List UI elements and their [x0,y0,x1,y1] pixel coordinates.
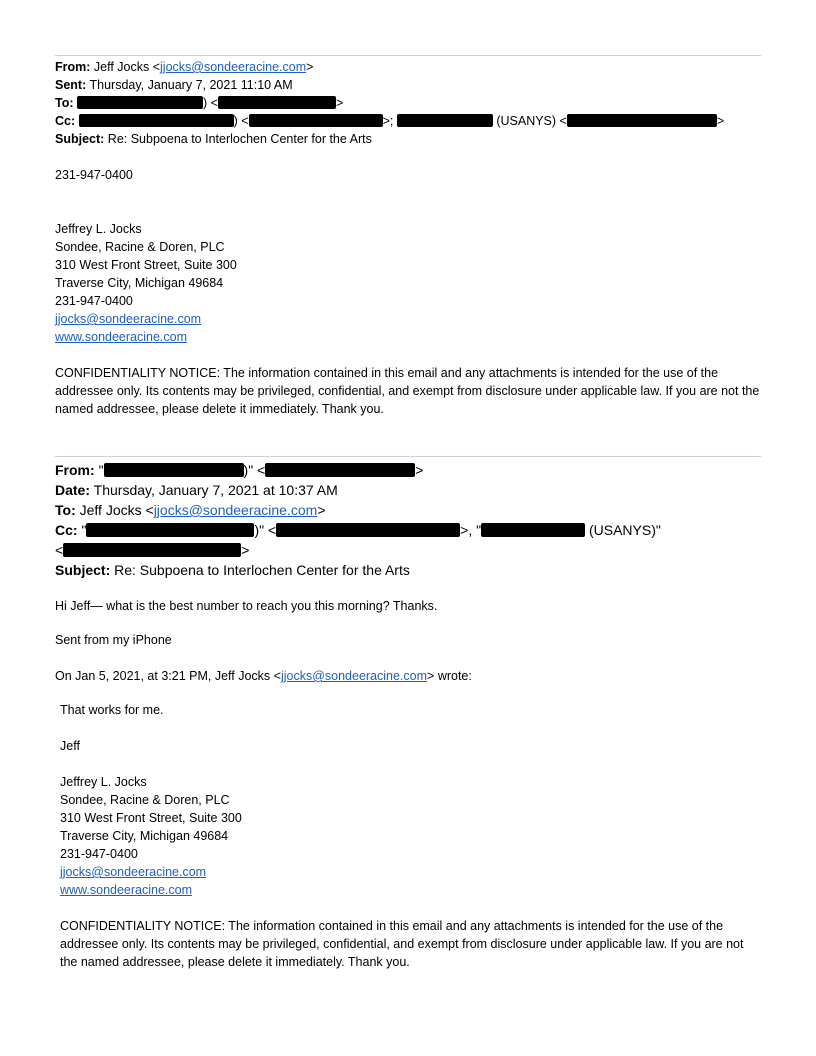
confidentiality-notice: CONFIDENTIALITY NOTICE: The information contained in this email and any attachments is intended for the use of the addressee only. Its contents may be privileged, confidential, and exempt from disclosure under applicable law. If you are not the named addressee, please delete it immediately. Thank you. [55,366,760,416]
quote-prefix: On Jan 5, 2021, at 3:21 PM, Jeff Jocks < [55,669,281,683]
subject-label: Subject: [55,132,105,146]
quoted-sig-email-row [60,863,206,881]
quoted-sig-city: Traverse City, Michigan 49684 [60,829,229,843]
quote-email-link[interactable]: jjocks@sondeeracine.com [280,669,428,683]
email2-cc-line-cont [55,540,249,560]
quote: " [81,522,87,538]
cc-label: Cc: [55,114,76,128]
separator: )" < [254,522,277,538]
bracket: > [335,96,344,110]
bracket: > [241,542,250,558]
email1-to-line [55,94,343,112]
cc-org: (USANYS) < [496,114,567,128]
redaction-block [218,96,336,109]
quote-suffix: > wrote: [427,669,472,683]
from-email-link[interactable]: jjocks@sondeeracine.com [160,60,307,74]
quoted-sig-web-link[interactable]: www.sondeeracine.com [60,883,193,897]
cc-label: Cc: [55,522,78,538]
email1-cc-line [55,112,724,130]
redaction-block [63,543,241,557]
redaction-block [77,96,203,109]
subject-value: Re: Subpoena to Interlochen Center for the Arts [114,562,410,578]
redaction-block [79,114,234,127]
to-email-link[interactable]: jjocks@sondeeracine.com [153,502,318,518]
quote: " [98,462,104,478]
email2-cc-line [55,520,661,540]
redaction-block [265,463,415,477]
bracket: > [716,114,725,128]
separator: ) < [233,114,249,128]
sig-name: Jeffrey L. Jocks [55,222,142,236]
redaction-block [249,114,383,127]
quoted-sig-phone: 231-947-0400 [60,847,138,861]
from-label: From: [55,462,95,478]
separator: )" < [243,462,266,478]
subject-label: Subject: [55,562,111,578]
email2-date-line [55,480,338,500]
cc-org: (USANYS)" [588,522,661,538]
quote-header [55,667,472,685]
redaction-block [397,114,493,127]
redaction-block [104,463,244,477]
separator: >, " [460,522,482,538]
sig-email-link-row [55,310,201,328]
separator: ) < [203,96,218,110]
separator: >; [382,114,394,128]
date-value: Thursday, January 7, 2021 at 10:37 AM [93,482,338,498]
email2-to-line [55,500,326,520]
email2-from-line [55,460,423,480]
redaction-block [86,523,254,537]
email2-subject-line [55,560,410,580]
sig-web-link-row [55,328,187,346]
email1-subject-line [55,130,372,148]
email2-sent-from: Sent from my iPhone [55,633,172,647]
redaction-block [567,114,717,127]
sent-value: Thursday, January 7, 2021 11:10 AM [89,78,293,92]
sent-label: Sent: [55,78,87,92]
email1-phone: 231-947-0400 [55,168,133,182]
to-label: To: [55,502,76,518]
from-label: From: [55,60,91,74]
quoted-sig-name: Jeffrey L. Jocks [60,775,147,789]
sig-email-link[interactable]: jjocks@sondeeracine.com [55,312,202,326]
sig-street: 310 West Front Street, Suite 300 [55,258,237,272]
bracket: > [306,60,314,74]
sig-city: Traverse City, Michigan 49684 [55,276,224,290]
bracket: > [317,502,326,518]
redaction-block [481,523,585,537]
header-divider-top [55,55,761,56]
quoted-confidentiality-notice: CONFIDENTIALITY NOTICE: The information contained in this email and any attachments is intended for the use of the addressee only. Its contents may be privileged, confidential, and exempt from disclosure under applicable law. If you are not the named addressee, please delete it immediately. Thank you. [60,919,744,969]
quoted-sig-email-link[interactable]: jjocks@sondeeracine.com [60,865,207,879]
sig-web-link[interactable]: www.sondeeracine.com [55,330,188,344]
date-label: Date: [55,482,91,498]
email1-sent-line [55,76,293,94]
quoted-sign: Jeff [60,739,80,753]
quoted-sig-firm: Sondee, Racine & Doren, PLC [60,793,230,807]
quoted-sig-street: 310 West Front Street, Suite 300 [60,811,242,825]
email1-from-line [55,58,313,76]
header-divider [55,456,761,457]
to-label: To: [55,96,74,110]
bracket: > [415,462,424,478]
bracket: < [55,542,64,558]
email2-body: Hi Jeff— what is the best number to reach you this morning? Thanks. [55,599,438,613]
from-name: Jeff Jocks < [93,60,161,74]
subject-value: Re: Subpoena to Interlochen Center for the Arts [107,132,372,146]
redaction-block [276,523,460,537]
sig-phone: 231-947-0400 [55,294,133,308]
quoted-body: That works for me. [60,703,164,717]
quoted-sig-web-row [60,881,192,899]
to-name: Jeff Jocks < [79,502,154,518]
sig-firm: Sondee, Racine & Doren, PLC [55,240,225,254]
